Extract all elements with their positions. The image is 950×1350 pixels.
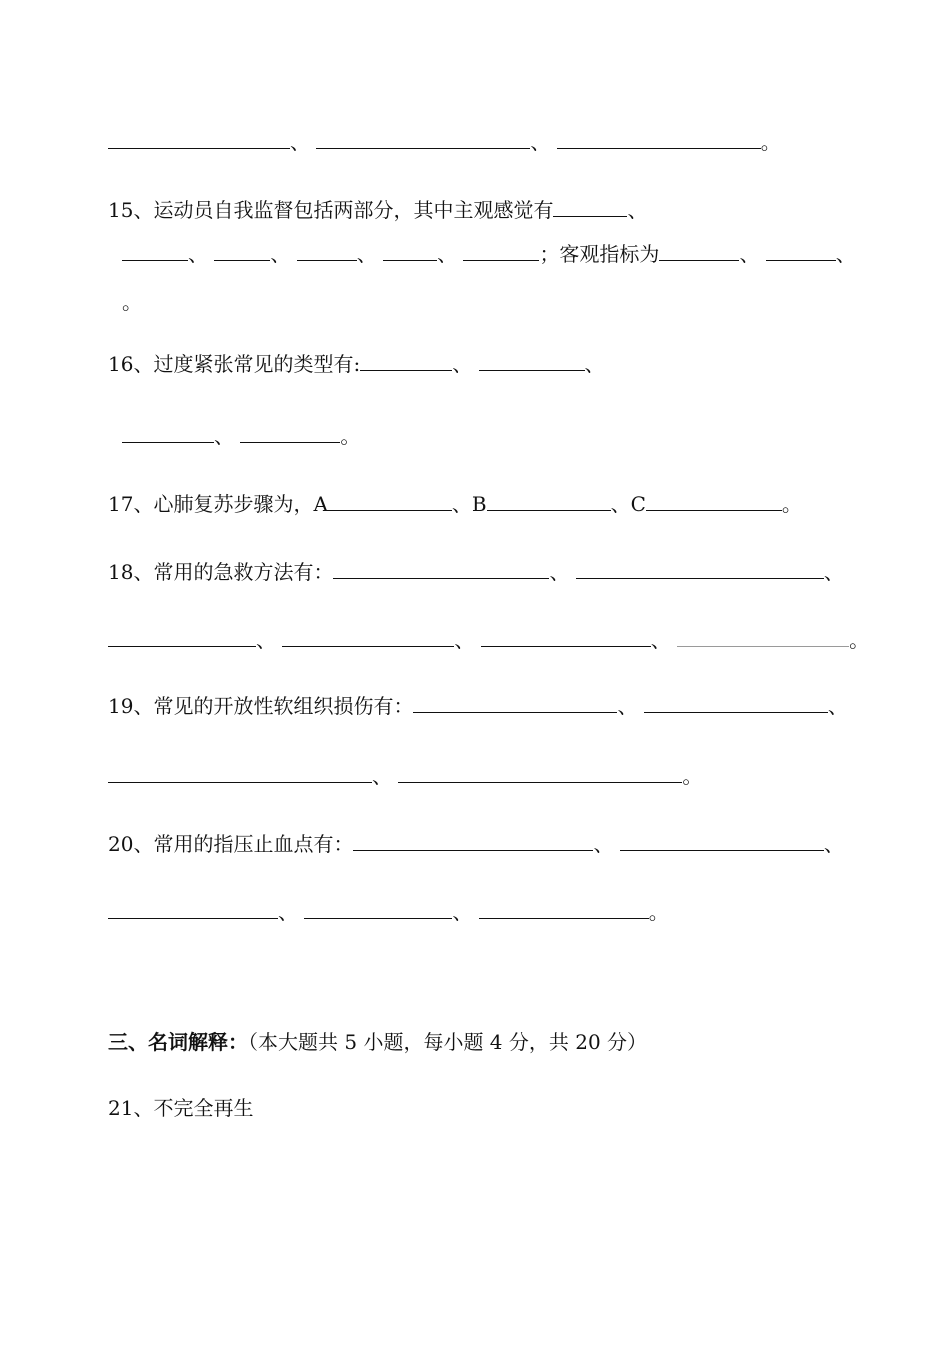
answer-blank[interactable] — [677, 626, 849, 647]
separator: 、 — [584, 352, 605, 376]
separator: 、 — [188, 242, 208, 266]
answer-blank[interactable] — [297, 240, 357, 261]
separator: 、 — [739, 242, 760, 266]
answer-blank[interactable] — [240, 422, 340, 443]
period: 。 — [760, 130, 781, 154]
answer-blank[interactable] — [463, 240, 539, 261]
answer-blank[interactable] — [383, 240, 437, 261]
answer-blank[interactable] — [413, 692, 617, 713]
answer-blank[interactable] — [108, 128, 290, 149]
answer-blank[interactable] — [557, 128, 761, 149]
answer-blank[interactable] — [487, 490, 611, 511]
separator: 、 — [835, 242, 856, 266]
answer-blank[interactable] — [108, 898, 278, 919]
question-18 — [108, 558, 844, 586]
answer-blank[interactable] — [553, 196, 627, 217]
period: 。 — [340, 424, 361, 448]
question-text: 15、运动员自我监督包括两部分，其中主观感觉有 — [108, 198, 554, 222]
answer-blank[interactable] — [282, 626, 454, 647]
question-text: 20、常用的指压止血点有： — [108, 832, 354, 856]
separator: 、 — [437, 242, 458, 266]
question-15 — [108, 196, 647, 224]
section-note: （本大题共 5 小题，每小题 4 分，共 20 分） — [248, 1030, 648, 1054]
question-text: ；客观指标为 — [539, 242, 660, 266]
answer-blank[interactable] — [646, 490, 782, 511]
separator: 、 — [530, 130, 551, 154]
answer-blank[interactable] — [398, 762, 682, 783]
answer-blank[interactable] — [316, 128, 530, 149]
question-15-line2 — [122, 240, 856, 268]
separator: 、 — [549, 560, 570, 584]
section-title: 三、名词解释： — [108, 1030, 248, 1054]
question-20-line2 — [108, 898, 669, 926]
answer-blank[interactable] — [304, 898, 452, 919]
separator: 、 — [356, 242, 377, 266]
question-15-line3 — [122, 288, 142, 316]
answer-blank[interactable] — [620, 830, 824, 851]
answer-blank[interactable] — [333, 558, 549, 579]
answer-blank[interactable] — [122, 422, 214, 443]
answer-blank[interactable] — [214, 240, 270, 261]
answer-blank[interactable] — [328, 490, 452, 511]
separator: 、 — [627, 198, 648, 222]
answer-blank[interactable] — [108, 626, 256, 647]
question-16 — [108, 350, 605, 378]
separator: 、 — [270, 242, 291, 266]
answer-blank[interactable] — [360, 350, 452, 371]
separator: 、 — [290, 130, 310, 154]
period: 。 — [682, 764, 703, 788]
answer-blank[interactable] — [479, 898, 649, 919]
period: 。 — [781, 492, 802, 516]
question-21 — [108, 1094, 253, 1122]
question-18-line2 — [108, 626, 869, 654]
answer-blank[interactable] — [353, 830, 593, 851]
separator: 、 — [214, 424, 234, 448]
period: 。 — [122, 290, 142, 314]
separator: 、 — [823, 560, 844, 584]
question-text: 、B — [451, 492, 487, 516]
question-text: 、C — [610, 492, 646, 516]
separator: 、 — [278, 900, 298, 924]
separator: 、 — [454, 628, 475, 652]
separator: 、 — [452, 352, 473, 376]
answer-blank[interactable] — [108, 762, 372, 783]
question-19-line2 — [108, 762, 702, 790]
q14-continuation-line — [108, 128, 781, 156]
answer-blank[interactable] — [766, 240, 836, 261]
question-19 — [108, 692, 848, 720]
separator: 、 — [823, 832, 844, 856]
question-text: 18、常用的急救方法有： — [108, 560, 334, 584]
separator: 、 — [827, 694, 848, 718]
question-text: 16、过度紧张常见的类型有: — [108, 352, 361, 376]
separator: 、 — [617, 694, 638, 718]
question-text: 21、不完全再生 — [108, 1096, 254, 1120]
period: 。 — [849, 628, 870, 652]
question-17 — [108, 490, 802, 518]
question-text: 19、常见的开放性软组织损伤有： — [108, 694, 414, 718]
answer-blank[interactable] — [644, 692, 828, 713]
question-text: 17、心肺复苏步骤为，A — [108, 492, 328, 516]
question-20 — [108, 830, 844, 858]
separator: 、 — [372, 764, 392, 788]
period: 。 — [648, 900, 669, 924]
answer-blank[interactable] — [576, 558, 824, 579]
separator: 、 — [650, 628, 671, 652]
separator: 、 — [452, 900, 473, 924]
separator: 、 — [593, 832, 614, 856]
answer-blank[interactable] — [481, 626, 651, 647]
separator: 、 — [256, 628, 276, 652]
answer-blank[interactable] — [122, 240, 188, 261]
section-3-heading — [108, 1028, 647, 1056]
answer-blank[interactable] — [479, 350, 585, 371]
answer-blank[interactable] — [659, 240, 739, 261]
question-16-line2 — [122, 422, 360, 450]
